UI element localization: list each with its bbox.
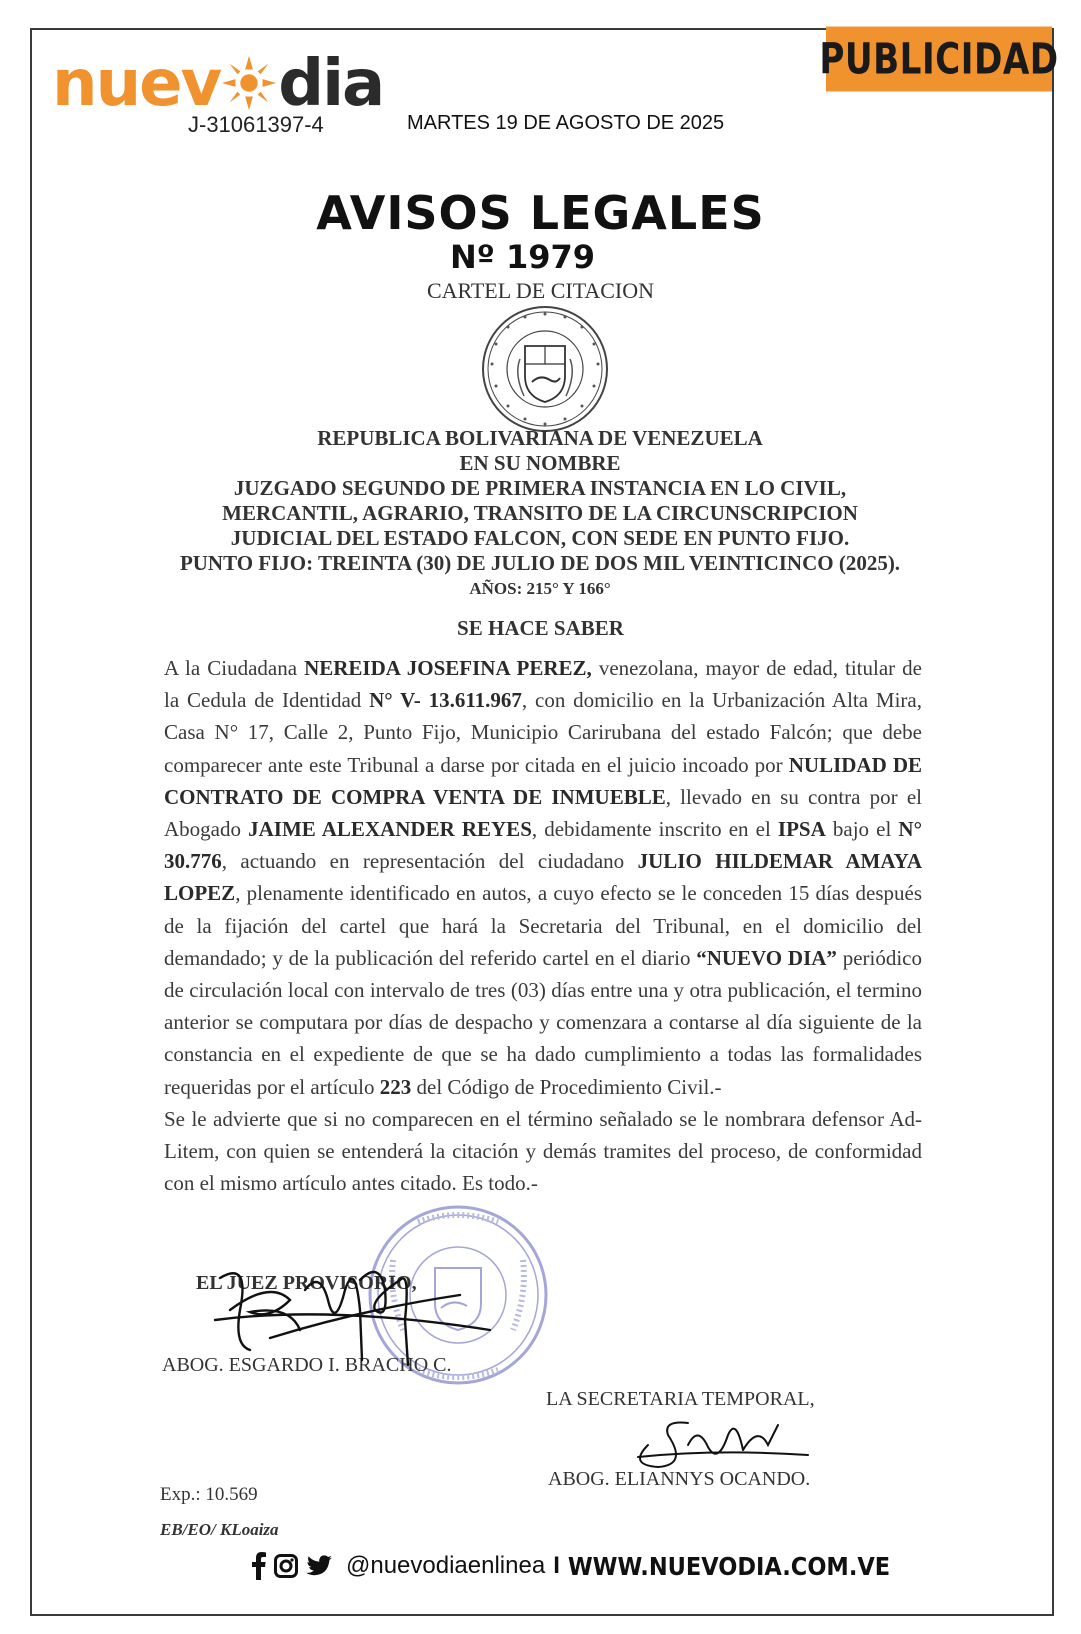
nuevodia-logo: [52, 46, 384, 121]
logo-part-1: nuev: [52, 47, 221, 121]
footer: [252, 1548, 890, 1584]
initials: EB/EO/ KLoaiza: [160, 1520, 279, 1539]
footer-separator: I: [553, 1552, 560, 1579]
twitter-icon: [306, 1555, 332, 1577]
secretary-signature-icon: [618, 1405, 818, 1475]
court-line-2: EN SU NOMBRE: [459, 451, 621, 475]
facebook-icon: [252, 1552, 266, 1580]
notice-subtitle: CARTEL DE CITACION: [426, 278, 655, 303]
rif-number: J-31061397-4: [188, 112, 324, 137]
website-url: WWW.NUEVODIA.COM.VE: [567, 1551, 891, 1581]
instagram-icon: [274, 1554, 298, 1578]
page-title: AVISOS LEGALES: [316, 186, 765, 240]
expedient-number: Exp.: 10.569: [160, 1484, 258, 1505]
social-handle: @nuevodiaenlinea: [346, 1552, 546, 1579]
publicidad-badge: PUBLICIDAD: [826, 27, 1052, 92]
court-years: AÑOS: 215° Y 166°: [469, 579, 611, 598]
judge-title: EL JUEZ PROVISORIO,: [196, 1272, 417, 1294]
sun-icon: [220, 54, 278, 112]
secretary-title: LA SECRETARIA TEMPORAL,: [546, 1388, 815, 1410]
court-line-3: JUZGADO SEGUNDO DE PRIMERA INSTANCIA EN LO CIVIL,: [233, 476, 847, 500]
court-line-6: PUNTO FIJO: TREINTA (30) DE JULIO DE DOS MIL VEINTICINCO (2025).: [179, 551, 901, 575]
tsj-seal-icon: [480, 304, 610, 434]
body-paragraph-2: Se le advierte que si no comparecen en el término señalado se le nombrara defensor Ad-Litem, con quien se entenderá la citación y demás tramites del proceso, de conformidad con el mismo artículo antes citado. Es todo.-: [164, 1106, 922, 1196]
publication-date: MARTES 19 DE AGOSTO DE 2025: [407, 112, 725, 134]
se-hace-saber-heading: SE HACE SABER: [457, 616, 624, 640]
judge-signature-icon: [210, 1250, 510, 1370]
logo-part-2: dia: [278, 47, 384, 121]
body-paragraph-1: A la Ciudadana NEREIDA JOSEFINA PEREZ, venezolana, mayor de edad, titular de la Cedula de Identidad N° V- 13.611.967, con domicilio en la Urbanización Alta Mira, Casa N° 17, Calle 2, Punto Fijo, Municipio Carirubana del estado Falcón; que debe comparecer ante este Tribunal a darse por citada en el juicio incoado por NULIDAD DE CONTRATO DE COMPRA VENTA DE INMUEBLE, llevado en su contra por el Abogado JAIME ALEXANDER REYES, debidamente inscrito en el IPSA bajo el N° 30.776, actuando en representación del ciudadano JULIO HILDEMAR AMAYA LOPEZ, plenamente identificado en autos, a cuyo efecto se le conceden 15 días después de la fijación del cartel que hará la Secretaria del Tribunal, en el domicilio del demandado; y de la publicación del referido cartel en el diario “NUEVO DIA” periódico de circulación local con intervalo de tres (03) días entre una y otra publicación, el termino anterior se computara por días de despacho y comenzara a contarse al día siguiente de la constancia en el expediente de que se ha dado cumplimiento a todas las formalidades requeridas por el artículo 223 del Código de Procedimiento Civil.-: [164, 656, 923, 1099]
court-line-1: REPUBLICA BOLIVARIANA DE VENEZUELA: [317, 426, 763, 450]
secretary-name: ABOG. ELIANNYS OCANDO.: [548, 1468, 811, 1490]
notice-number: Nº 1979: [450, 238, 596, 276]
court-line-5: JUDICIAL DEL ESTADO FALCON, CON SEDE EN PUNTO FIJO.: [230, 526, 850, 550]
court-line-4: MERCANTIL, AGRARIO, TRANSITO DE LA CIRCUNSCRIPCION: [222, 501, 858, 525]
court-header: [150, 426, 930, 601]
notice-body: [164, 652, 922, 1199]
judge-name: ABOG. ESGARDO I. BRACHO C.: [162, 1354, 452, 1376]
